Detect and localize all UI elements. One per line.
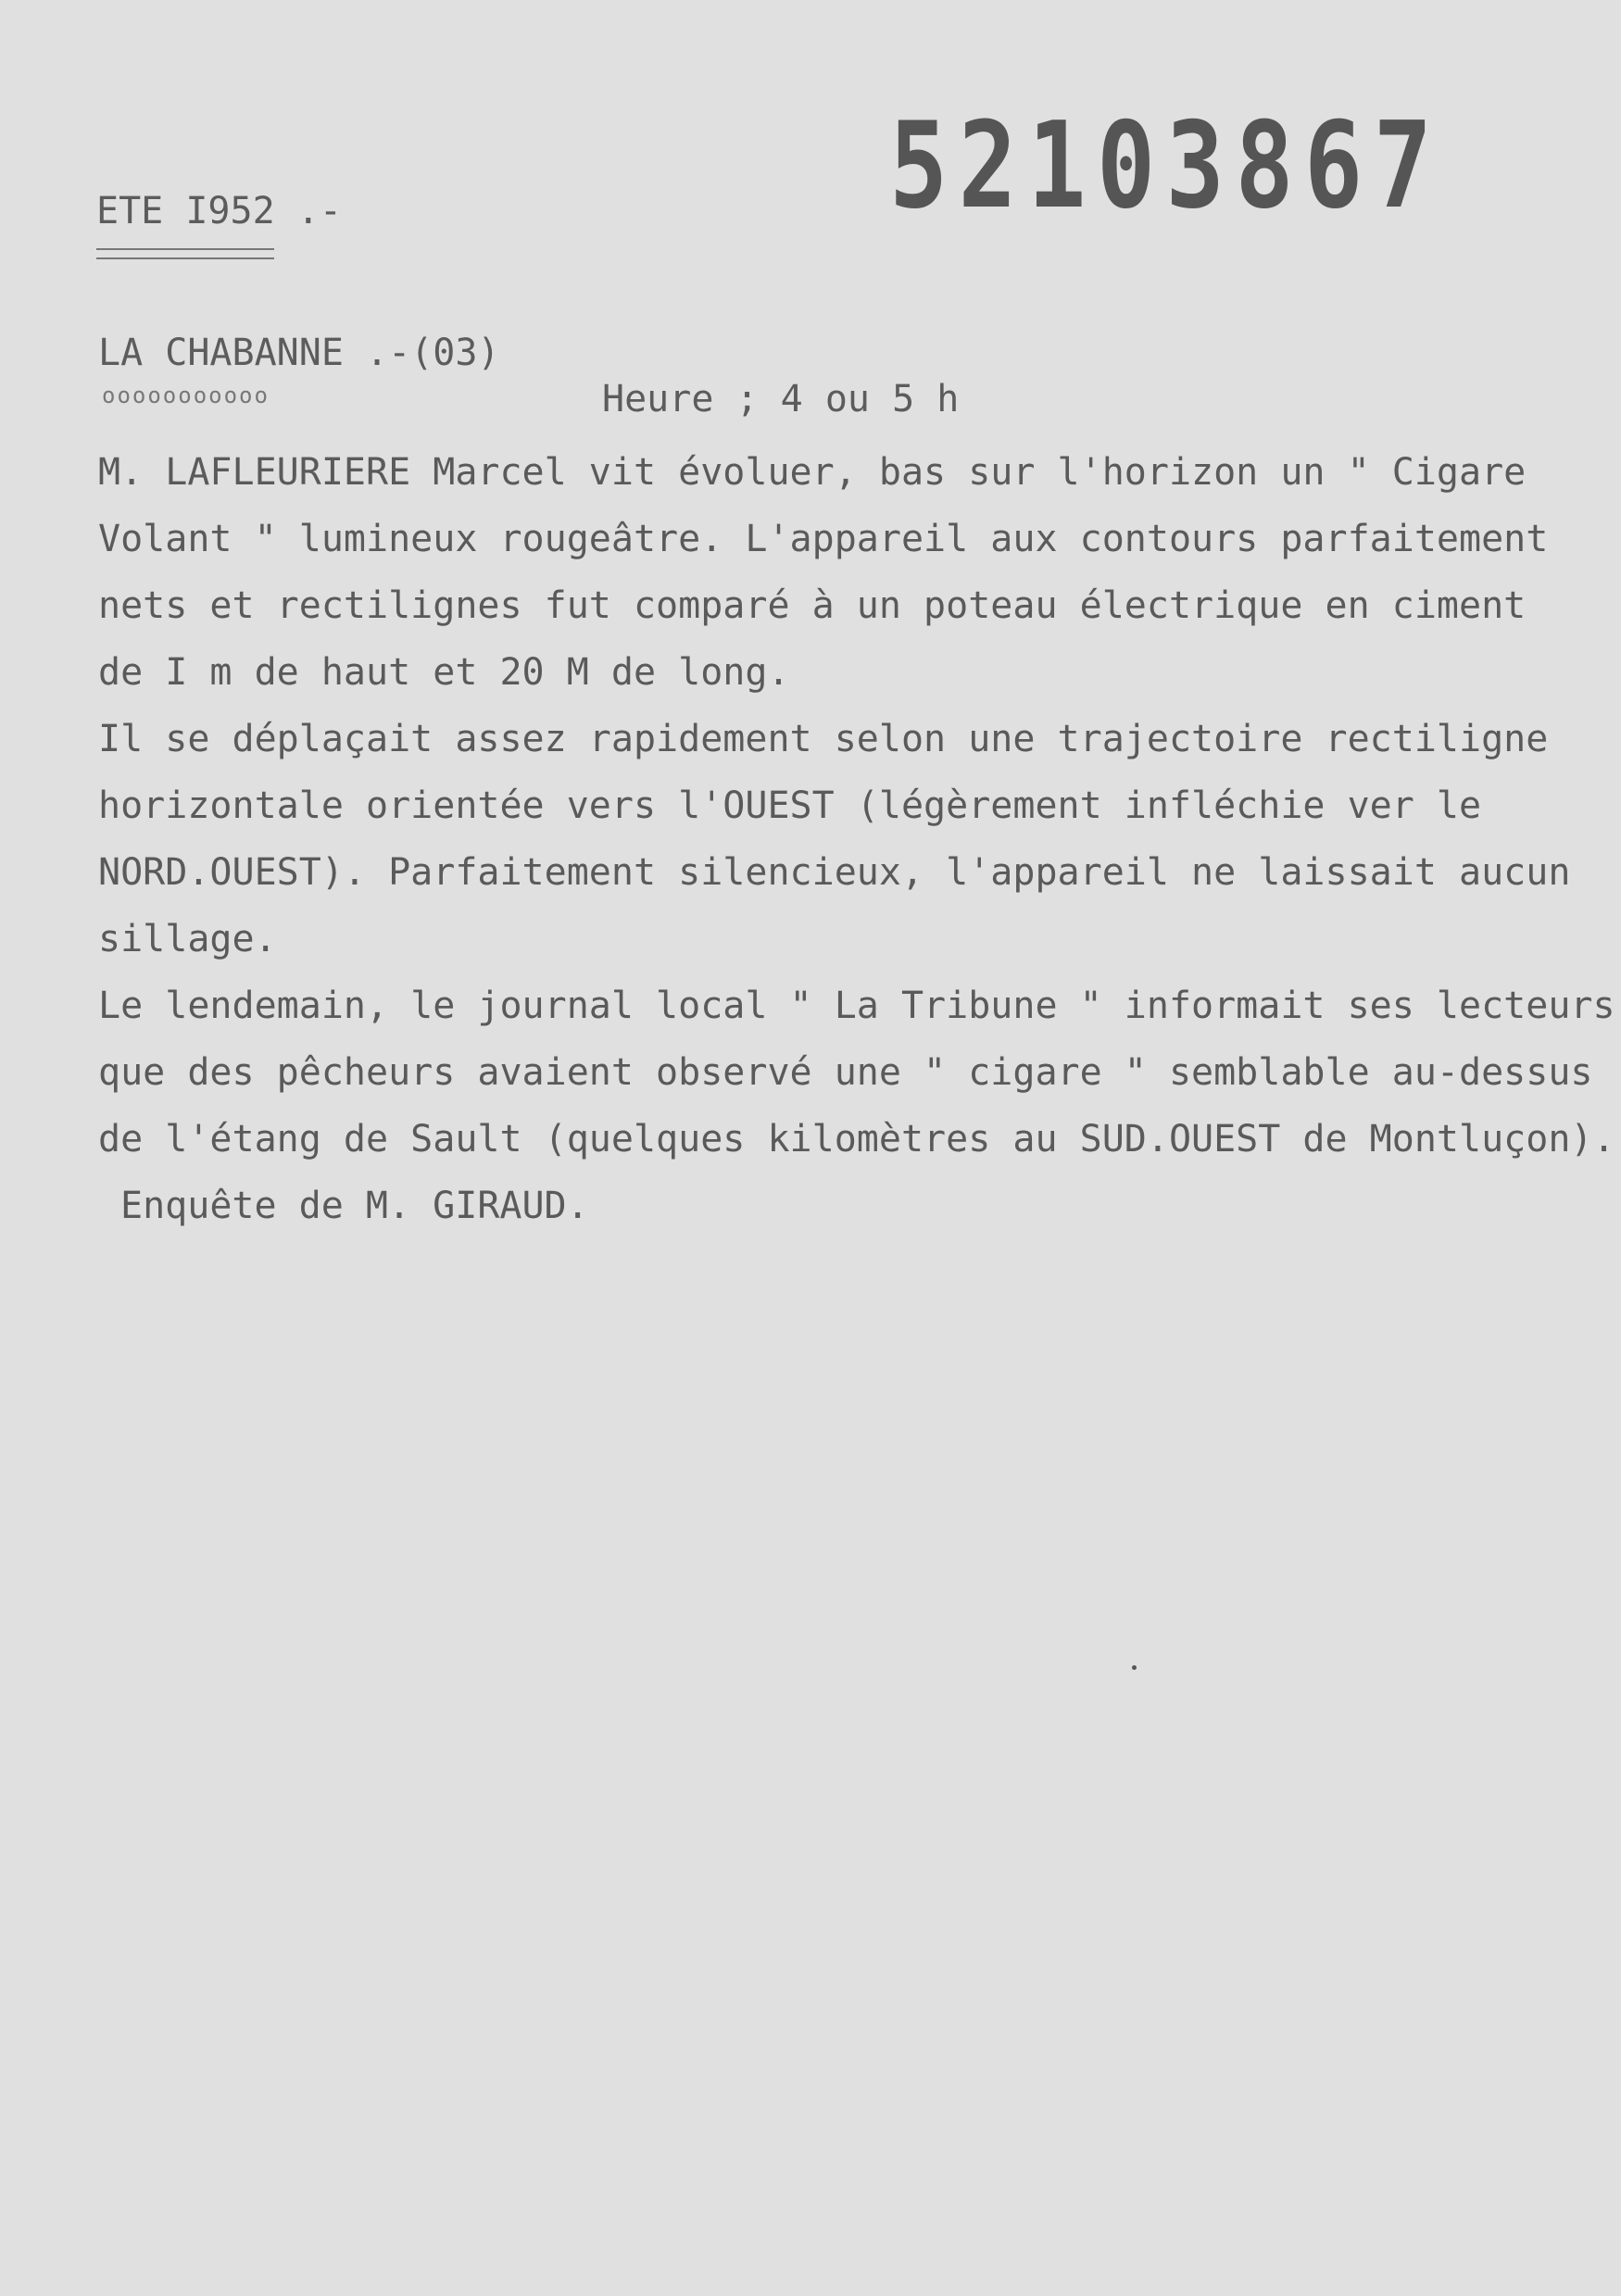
date-heading: ETE I952 .- [96, 190, 342, 232]
report-line: M. LAFLEURIERE Marcel vit évoluer, bas sur l'horizon un " Cigare [98, 451, 1527, 494]
paper-speck [1132, 1665, 1137, 1670]
date-underline [96, 248, 274, 259]
report-line: NORD.OUEST). Parfaitement silencieux, l'appareil ne laissait aucun [98, 851, 1571, 894]
time-of-sighting: Heure ; 4 ou 5 h [602, 378, 960, 420]
report-line: Le lendemain, le journal local " La Tribune " informait ses lecteurs [98, 985, 1615, 1027]
report-line: sillage. [98, 918, 277, 960]
report-line: nets et rectilignes fut comparé à un poteau électrique en ciment [98, 584, 1527, 627]
location-heading: LA CHABANNE .-(03) [98, 332, 500, 374]
report-line: de l'étang de Sault (quelques kilomètres au SUD.OUEST de Montluçon). [98, 1118, 1615, 1161]
location-underline: ooooooooooo [102, 383, 270, 408]
investigator-line: Enquête de M. GIRAUD. [120, 1185, 589, 1227]
reference-number: 52103867 [889, 97, 1443, 235]
report-line: horizontale orientée vers l'OUEST (légèrement infléchie ver le [98, 784, 1482, 827]
report-line: Volant " lumineux rougeâtre. L'appareil aux contours parfaitement [98, 518, 1549, 560]
report-body [98, 439, 1617, 1239]
report-line: Il se déplaçait assez rapidement selon une trajectoire rectiligne [98, 718, 1549, 760]
report-line: que des pêcheurs avaient observé une " cigare " semblable au-dessus [98, 1051, 1593, 1094]
report-line: de I m de haut et 20 M de long. [98, 651, 790, 694]
